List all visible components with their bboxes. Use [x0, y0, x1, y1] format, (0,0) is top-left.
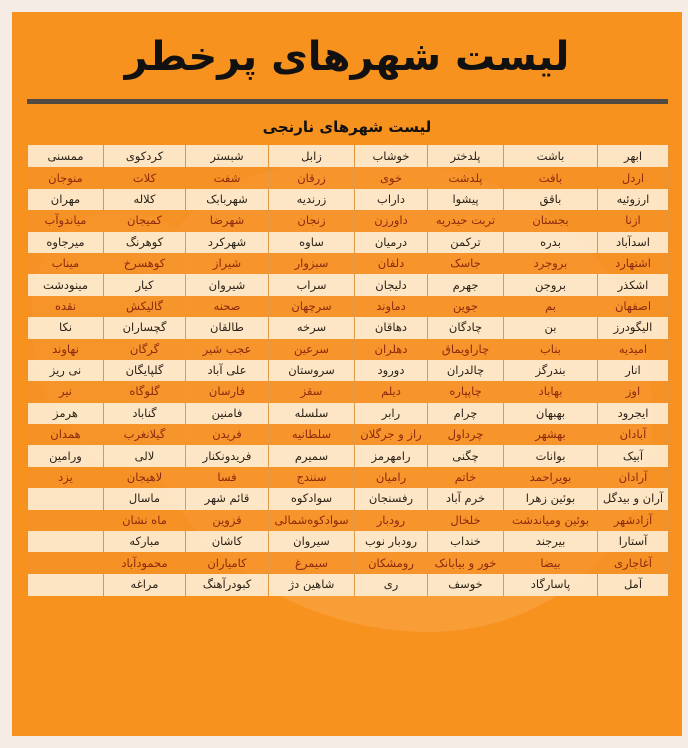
- city-cell: بهاباد: [504, 381, 598, 402]
- city-cell: جاسک: [428, 253, 504, 274]
- table-row: [28, 531, 669, 552]
- city-cell: فامنین: [186, 403, 269, 424]
- city-cell: کمیجان: [104, 210, 186, 231]
- city-cell: چاراویماق: [428, 339, 504, 360]
- city-cell: آمل: [598, 574, 669, 596]
- city-cell: سرعین: [269, 339, 355, 360]
- table-row: [28, 510, 669, 531]
- city-cell: یزد: [28, 467, 104, 488]
- city-cell: زرندیه: [269, 189, 355, 210]
- city-cell: دماوند: [355, 296, 428, 317]
- city-cell: طالقان: [186, 317, 269, 338]
- city-cell: گیلانغرب: [104, 424, 186, 445]
- city-cell: خور و بیابانک: [428, 552, 504, 573]
- city-cell: آبیک: [598, 445, 669, 466]
- city-cell: سمیرم: [269, 445, 355, 466]
- city-cell: راز و جرگلان: [355, 424, 428, 445]
- city-cell: آران و بیدگل: [598, 488, 669, 509]
- city-cell: بهبهان: [504, 403, 598, 424]
- city-cell: دهلران: [355, 339, 428, 360]
- city-cell: فریدن: [186, 424, 269, 445]
- city-cell: اصفهان: [598, 296, 669, 317]
- city-cell: خنداب: [428, 531, 504, 552]
- city-cell: شهربابک: [186, 189, 269, 210]
- city-cell: کلاله: [104, 189, 186, 210]
- city-cell: کردکوی: [104, 146, 186, 168]
- city-cell: اسدآباد: [598, 232, 669, 253]
- city-cell: چرام: [428, 403, 504, 424]
- city-cell: سیروان: [269, 531, 355, 552]
- city-cell: علی آباد: [186, 360, 269, 381]
- city-cell: رودبار نوب: [355, 531, 428, 552]
- table-row: [28, 381, 669, 402]
- city-cell: بوئین ومیاندشت: [504, 510, 598, 531]
- table-row: [28, 274, 669, 295]
- city-cell: فسا: [186, 467, 269, 488]
- city-cell: منوجان: [28, 167, 104, 188]
- city-cell: نکا: [28, 317, 104, 338]
- city-cell: بویراحمد: [504, 467, 598, 488]
- table-row: [28, 167, 669, 188]
- city-cell: تربت حیدریه: [428, 210, 504, 231]
- table-row: [28, 574, 669, 596]
- city-cell: [28, 531, 104, 552]
- city-cell: رفسنجان: [355, 488, 428, 509]
- city-cell: آزادشهر: [598, 510, 669, 531]
- city-cell: [28, 552, 104, 573]
- city-cell: گلوگاه: [104, 381, 186, 402]
- city-cell: جهرم: [428, 274, 504, 295]
- city-cell: بیضا: [504, 552, 598, 573]
- city-cell: سیمرغ: [269, 552, 355, 573]
- table-row: [28, 253, 669, 274]
- city-cell: رابر: [355, 403, 428, 424]
- city-cell: چرداول: [428, 424, 504, 445]
- city-cell: ری: [355, 574, 428, 596]
- city-cell: چگنی: [428, 445, 504, 466]
- city-cell: خوی: [355, 167, 428, 188]
- city-cell: گالیکش: [104, 296, 186, 317]
- city-cell: اردل: [598, 167, 669, 188]
- city-cell: خلخال: [428, 510, 504, 531]
- city-cell: شبستر: [186, 146, 269, 168]
- city-cell: بوانات: [504, 445, 598, 466]
- city-cell: زابل: [269, 146, 355, 168]
- city-cell: شیراز: [186, 253, 269, 274]
- city-cell: آغاجاری: [598, 552, 669, 573]
- page-title: لیست شهرهای پرخطر: [124, 34, 570, 80]
- city-cell: رومشکان: [355, 552, 428, 573]
- city-cell: نقده: [28, 296, 104, 317]
- city-cell: سرخه: [269, 317, 355, 338]
- city-cell: ترکمن: [428, 232, 504, 253]
- city-cell: بن: [504, 317, 598, 338]
- city-cell: دورود: [355, 360, 428, 381]
- city-cell: بافت: [504, 167, 598, 188]
- table-row: [28, 296, 669, 317]
- city-cell: ممسنی: [28, 146, 104, 168]
- city-cell: ارزوئیه: [598, 189, 669, 210]
- city-cell: اشتهارد: [598, 253, 669, 274]
- city-cell: ورامین: [28, 445, 104, 466]
- city-cell: محمودآباد: [104, 552, 186, 573]
- city-cell: بندرگز: [504, 360, 598, 381]
- city-cell: بیرجند: [504, 531, 598, 552]
- table-row: [28, 232, 669, 253]
- table-row: [28, 210, 669, 231]
- city-cell: اشکذر: [598, 274, 669, 295]
- city-cell: ماه نشان: [104, 510, 186, 531]
- city-cell: همدان: [28, 424, 104, 445]
- city-cell: رامهرمز: [355, 445, 428, 466]
- city-cell: خرم آباد: [428, 488, 504, 509]
- city-cell: ساوه: [269, 232, 355, 253]
- city-cell: گرگان: [104, 339, 186, 360]
- city-cell: آبادان: [598, 424, 669, 445]
- city-cell: کامیاران: [186, 552, 269, 573]
- city-cell: بوئین زهرا: [504, 488, 598, 509]
- city-cell: بناب: [504, 339, 598, 360]
- table-row: [28, 467, 669, 488]
- city-cell: سلطانیه: [269, 424, 355, 445]
- city-cell: زنجان: [269, 210, 355, 231]
- city-cell: ماسال: [104, 488, 186, 509]
- city-cell: آستارا: [598, 531, 669, 552]
- city-cell: دلیجان: [355, 274, 428, 295]
- table-row: [28, 360, 669, 381]
- city-cell: شفت: [186, 167, 269, 188]
- city-cell: داراب: [355, 189, 428, 210]
- city-cell: فریدونکنار: [186, 445, 269, 466]
- city-cell: سراب: [269, 274, 355, 295]
- city-cell: پلدختر: [428, 146, 504, 168]
- city-cell: آرادان: [598, 467, 669, 488]
- city-cell: باشت: [504, 146, 598, 168]
- city-cell: نیر: [28, 381, 104, 402]
- table-row: [28, 424, 669, 445]
- city-cell: پلدشت: [428, 167, 504, 188]
- city-cell: مهران: [28, 189, 104, 210]
- table-row: [28, 317, 669, 338]
- city-cell: سوادکوه: [269, 488, 355, 509]
- table-row: [28, 488, 669, 509]
- city-cell: [28, 574, 104, 596]
- city-cell: کیار: [104, 274, 186, 295]
- city-cell: عجب شیر: [186, 339, 269, 360]
- city-cell: الیگودرز: [598, 317, 669, 338]
- city-cell: ابهر: [598, 146, 669, 168]
- title-divider: [27, 99, 668, 104]
- city-cell: کوهرنگ: [104, 232, 186, 253]
- city-cell: سلسله: [269, 403, 355, 424]
- city-cell: خوشاب: [355, 146, 428, 168]
- table-row: [28, 403, 669, 424]
- city-cell: نی ریز: [28, 360, 104, 381]
- city-cell: مراغه: [104, 574, 186, 596]
- city-cell: ازنا: [598, 210, 669, 231]
- city-cell: کلات: [104, 167, 186, 188]
- city-cell: شیروان: [186, 274, 269, 295]
- city-cell: میاندوآب: [28, 210, 104, 231]
- city-cell: خاتم: [428, 467, 504, 488]
- city-cell: گچساران: [104, 317, 186, 338]
- city-cell: داورزن: [355, 210, 428, 231]
- table-row: [28, 552, 669, 573]
- city-cell: لالی: [104, 445, 186, 466]
- city-cell: چادگان: [428, 317, 504, 338]
- city-cell: [28, 488, 104, 509]
- city-cell: صحنه: [186, 296, 269, 317]
- city-cell: چالدران: [428, 360, 504, 381]
- city-cell: میناب: [28, 253, 104, 274]
- city-cell: دیلم: [355, 381, 428, 402]
- city-cell: مینودشت: [28, 274, 104, 295]
- city-cell: دهاقان: [355, 317, 428, 338]
- city-cell: انار: [598, 360, 669, 381]
- city-cell: مبارکه: [104, 531, 186, 552]
- city-cell: چاپپاره: [428, 381, 504, 402]
- city-cell: نهاوند: [28, 339, 104, 360]
- city-cell: بدره: [504, 232, 598, 253]
- city-cell: هرمز: [28, 403, 104, 424]
- city-cell: شهرکرد: [186, 232, 269, 253]
- city-cell: زرقان: [269, 167, 355, 188]
- city-cell: پیشوا: [428, 189, 504, 210]
- city-cell: ایجرود: [598, 403, 669, 424]
- city-cell: درمیان: [355, 232, 428, 253]
- city-cell: کاشان: [186, 531, 269, 552]
- city-cell: قائم شهر: [186, 488, 269, 509]
- city-cell: سبزوار: [269, 253, 355, 274]
- city-cell: رامیان: [355, 467, 428, 488]
- table-row: [28, 189, 669, 210]
- city-cell: بم: [504, 296, 598, 317]
- city-cell: سقز: [269, 381, 355, 402]
- city-cell: رودبار: [355, 510, 428, 531]
- city-cell: سرچهان: [269, 296, 355, 317]
- city-cell: گناباد: [104, 403, 186, 424]
- city-cell: اوز: [598, 381, 669, 402]
- city-cell: بجستان: [504, 210, 598, 231]
- city-cell: [28, 510, 104, 531]
- city-cell: کبودرآهنگ: [186, 574, 269, 596]
- city-cell: لاهیجان: [104, 467, 186, 488]
- city-cell: پاسارگاد: [504, 574, 598, 596]
- city-cell: گلپایگان: [104, 360, 186, 381]
- city-cell: سروستان: [269, 360, 355, 381]
- city-cell: جوین: [428, 296, 504, 317]
- city-cell: میرجاوه: [28, 232, 104, 253]
- city-cell: شاهین دژ: [269, 574, 355, 596]
- city-cell: بروجرد: [504, 253, 598, 274]
- city-cell: خوسف: [428, 574, 504, 596]
- city-table: [27, 145, 669, 596]
- city-cell: سنندج: [269, 467, 355, 488]
- city-cell: فارسان: [186, 381, 269, 402]
- city-cell: بهشهر: [504, 424, 598, 445]
- table-subtitle: لیست شهرهای نارنجی: [262, 118, 432, 136]
- city-cell: کوهسرخ: [104, 253, 186, 274]
- table-row: [28, 339, 669, 360]
- table-row: [28, 445, 669, 466]
- infographic-panel: [12, 12, 682, 736]
- city-cell: دلفان: [355, 253, 428, 274]
- table-row: [28, 146, 669, 168]
- city-cell: سوادکوه‌شمالی: [269, 510, 355, 531]
- city-cell: شهرضا: [186, 210, 269, 231]
- city-cell: بروجن: [504, 274, 598, 295]
- city-cell: قزوین: [186, 510, 269, 531]
- city-cell: امیدیه: [598, 339, 669, 360]
- city-cell: باقق: [504, 189, 598, 210]
